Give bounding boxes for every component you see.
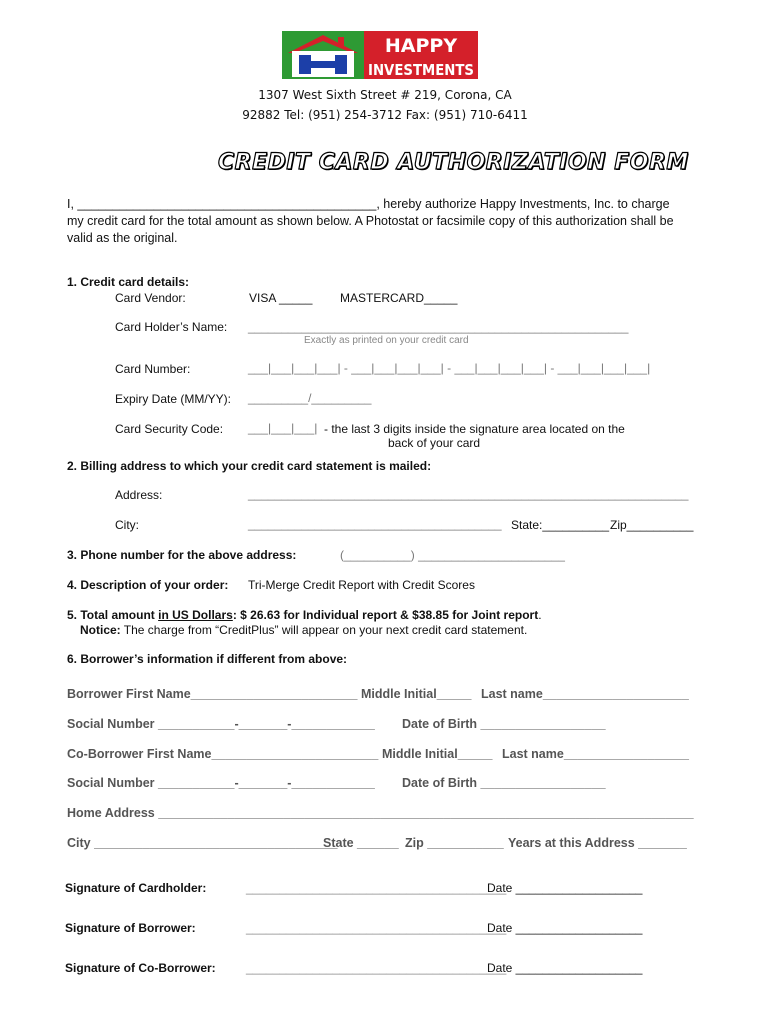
borrower-dob-field[interactable]: Date of Birth __________________	[402, 717, 606, 731]
phone-number-field[interactable]: (__________) ______________________	[340, 548, 565, 562]
happy-investments-logo	[282, 31, 478, 79]
cardholder-signature-field[interactable]: _______________________________________	[246, 881, 507, 895]
home-address-field[interactable]: Home Address _____________________________________________________________________________	[67, 806, 694, 820]
intro-line-3: valid as the original.	[67, 231, 178, 245]
section1-heading: 1. Credit card details:	[67, 275, 190, 289]
coborrower-first-name-field[interactable]: Co-Borrower First Name________________________	[67, 747, 379, 761]
total-amount-prefix: 5. Total amount	[67, 608, 159, 622]
card-number-label: Card Number:	[115, 362, 191, 376]
logo-word-happy: HAPPY	[384, 35, 458, 57]
notice-label: Notice:	[80, 623, 121, 637]
expiry-date-label: Expiry Date (MM/YY):	[115, 392, 232, 406]
coborrower-date-field[interactable]: Date ___________________	[487, 961, 643, 975]
card-vendor-label: Card Vendor:	[115, 291, 186, 305]
total-amount-values: : $ 26.63 for Individual report & $38.85 for Joint report	[232, 608, 539, 622]
total-amount-period: .	[538, 608, 542, 622]
intro-line-1: I, ___________________________________________, hereby authorize Happy Investments, Inc. to charge	[67, 197, 670, 211]
card-number-field[interactable]: ___|___|___|___| - ___|___|___|___| - ___|___|___|___| - ___|___|___|___|	[248, 361, 651, 375]
borrower-signature-field[interactable]: _______________________________________	[246, 921, 507, 935]
order-description: Tri-Merge Credit Report with Credit Scores	[248, 578, 475, 592]
billing-zip-field[interactable]: Zip__________	[610, 518, 694, 532]
coborrower-ssn-field[interactable]: Social Number ___________-_______-____________	[67, 776, 375, 790]
cardholder-signature-label: Signature of Cardholder:	[65, 881, 207, 895]
card-holder-field[interactable]: _________________________________________________________	[248, 320, 629, 334]
company-address-line2: 92882 Tel: (951) 254-3712 Fax: (951) 710-6411	[242, 108, 528, 122]
security-code-note-2: back of your card	[388, 436, 481, 450]
borrower-middle-initial-field[interactable]: Middle Initial_____	[361, 687, 472, 701]
security-code-field[interactable]: ___|___|___|	[248, 421, 318, 435]
card-holder-hint: Exactly as printed on your credit card	[304, 335, 469, 346]
security-code-note: - the last 3 digits inside the signature area located on the	[324, 422, 625, 436]
billing-city-label: City:	[115, 518, 139, 532]
billing-state-field[interactable]: State:__________	[511, 518, 610, 532]
home-zip-field[interactable]: Zip ___________	[405, 836, 504, 850]
logo-word-investments: INVESTMENTS	[368, 61, 474, 79]
coborrower-middle-initial-field[interactable]: Middle Initial_____	[382, 747, 493, 761]
total-amount-line	[67, 608, 542, 622]
intro-line-2: my credit card for the total amount as shown below. A Photostat or facsimile copy of this authorization shall be	[67, 214, 674, 228]
borrower-ssn-field[interactable]: Social Number ___________-_______-____________	[67, 717, 375, 731]
security-code-label: Card Security Code:	[115, 422, 224, 436]
notice-line	[80, 623, 527, 637]
company-address-line1: 1307 West Sixth Street # 219, Corona, CA	[258, 88, 512, 102]
visa-option[interactable]: VISA _____	[249, 291, 313, 305]
coborrower-signature-label: Signature of Co-Borrower:	[65, 961, 216, 975]
mastercard-option[interactable]: MASTERCARD_____	[340, 291, 458, 305]
home-city-field[interactable]: City ___________________________________	[67, 836, 338, 850]
coborrower-last-name-field[interactable]: Last name__________________	[502, 747, 689, 761]
home-state-field[interactable]: State ______	[323, 836, 399, 850]
expiry-date-field[interactable]: _________/_________	[248, 391, 372, 405]
section2-heading: 2. Billing address to which your credit card statement is mailed:	[67, 459, 432, 473]
notice-text: The charge from “CreditPlus” will appear on your next credit card statement.	[120, 623, 528, 637]
cardholder-date-field[interactable]: Date ___________________	[487, 881, 643, 895]
borrower-first-name-field[interactable]: Borrower First Name________________________	[67, 687, 358, 701]
borrower-last-name-field[interactable]: Last name_____________________	[481, 687, 689, 701]
card-holder-label: Card Holder’s Name:	[115, 320, 228, 334]
coborrower-dob-field[interactable]: Date of Birth __________________	[402, 776, 606, 790]
section3-heading: 3. Phone number for the above address:	[67, 548, 297, 562]
form-title: CREDIT CARD AUTHORIZATION FORM	[218, 150, 689, 175]
coborrower-signature-field[interactable]: _______________________________________	[246, 961, 507, 975]
years-at-address-field[interactable]: Years at this Address _______	[508, 836, 687, 850]
borrower-date-field[interactable]: Date ___________________	[487, 921, 643, 935]
authorization-paragraph	[67, 196, 707, 247]
billing-address-label: Address:	[115, 488, 163, 502]
billing-address-field[interactable]: __________________________________________________________________	[248, 487, 689, 501]
section6-heading: 6. Borrower’s information if different from above:	[67, 652, 348, 666]
total-amount-currency: in US Dollars	[158, 608, 233, 622]
billing-city-field[interactable]: ______________________________________	[248, 517, 502, 531]
section4-heading: 4. Description of your order:	[67, 578, 229, 592]
borrower-signature-label: Signature of Borrower:	[65, 921, 196, 935]
